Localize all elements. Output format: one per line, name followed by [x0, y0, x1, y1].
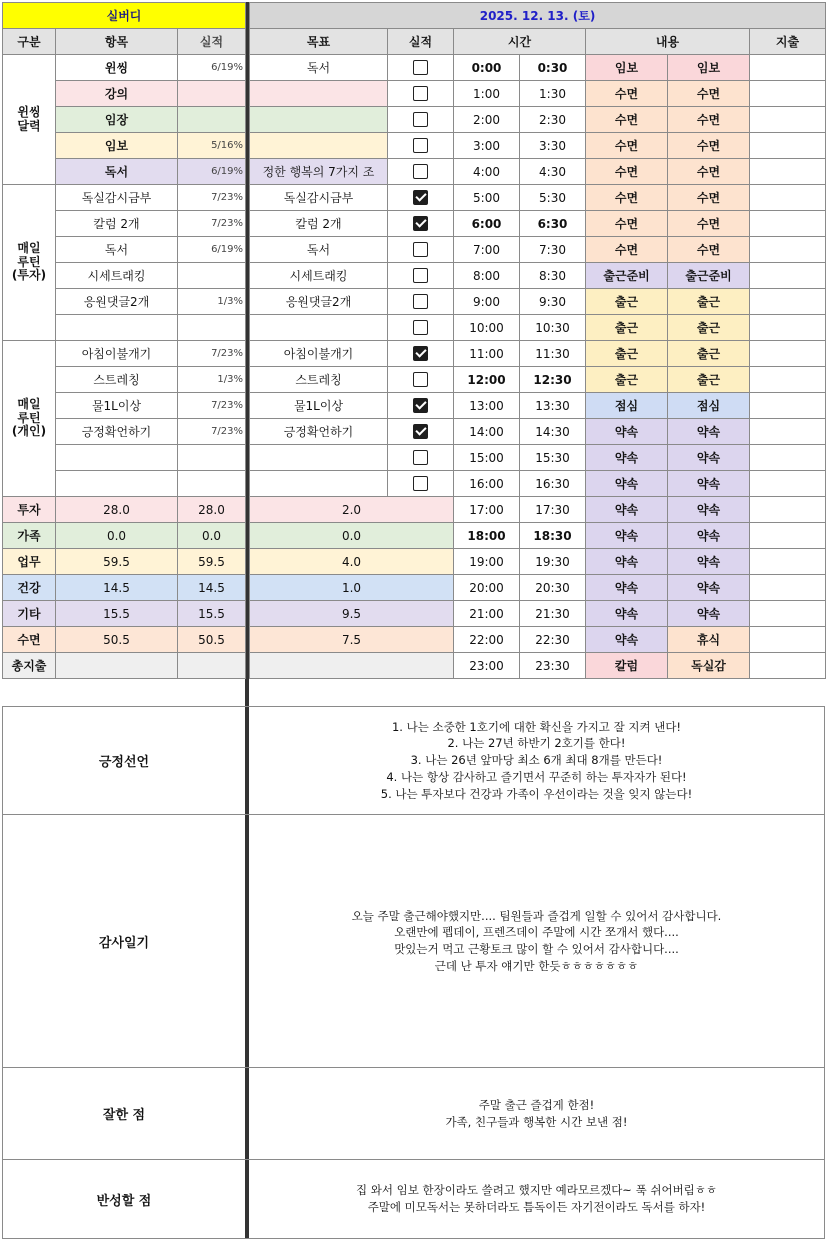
goal-cell: 물1L이상 — [250, 393, 388, 419]
item-record: 7/23% — [178, 393, 246, 419]
time-half: 19:30 — [520, 549, 586, 575]
goal-cell: 독서 — [250, 237, 388, 263]
reflect-section — [2, 1160, 825, 1239]
content-cell[interactable]: 약속 — [668, 471, 750, 497]
time-start: 7:00 — [454, 237, 520, 263]
goal-cell: 아침이불개기 — [250, 341, 388, 367]
item-label: 독서 — [56, 159, 178, 185]
spend-cell[interactable] — [750, 133, 826, 159]
well-done-text — [249, 1068, 825, 1159]
affirmation-line: 2. 나는 27년 하반기 2호기를 한다! — [447, 736, 626, 751]
time-start: 4:00 — [454, 159, 520, 185]
summary-value-b: 15.5 — [178, 601, 246, 627]
content-cell[interactable]: 수면 — [586, 237, 668, 263]
col-record: 실적 — [178, 29, 246, 55]
content-cell[interactable]: 임보 — [668, 55, 750, 81]
done-cell — [388, 367, 454, 393]
item-label — [56, 315, 178, 341]
affirmation-label: 긍정선언 — [2, 707, 245, 814]
content-cell[interactable]: 약속 — [586, 575, 668, 601]
summary-goal: 1.0 — [250, 575, 454, 601]
goal-cell: 응원댓글2개 — [250, 289, 388, 315]
checkbox-unchecked[interactable] — [413, 112, 428, 127]
time-half: 12:30 — [520, 367, 586, 393]
well-done-label: 잘한 점 — [2, 1068, 245, 1159]
category-line: (개인) — [11, 424, 47, 439]
gratitude-label: 감사일기 — [2, 815, 245, 1067]
content-cell[interactable]: 독실감 — [668, 653, 750, 679]
content-cell[interactable]: 출근 — [668, 315, 750, 341]
gratitude-section — [2, 815, 825, 1068]
content-cell[interactable]: 수면 — [586, 159, 668, 185]
content-cell[interactable]: 휴식 — [668, 627, 750, 653]
content-cell[interactable]: 약속 — [586, 497, 668, 523]
content-cell[interactable]: 약속 — [668, 575, 750, 601]
spend-cell[interactable] — [750, 263, 826, 289]
spend-cell[interactable] — [750, 55, 826, 81]
col-spend: 지출 — [750, 29, 826, 55]
time-half: 10:30 — [520, 315, 586, 341]
spend-cell[interactable] — [750, 393, 826, 419]
item-label: 시세트래킹 — [56, 263, 178, 289]
gratitude-line: 오늘 주말 출근해야했지만.... 팀원들과 즐겁게 일할 수 있어서 감사합니다. — [351, 908, 722, 923]
summary-label: 총지출 — [3, 653, 56, 679]
goal-cell — [250, 133, 388, 159]
gratitude-line: 맛있는거 먹고 근황토크 많이 할 수 있어서 감사합니다.... — [394, 942, 679, 956]
time-start: 17:00 — [454, 497, 520, 523]
time-half: 8:30 — [520, 263, 586, 289]
category-routine_personal — [3, 341, 56, 497]
goal-cell — [250, 81, 388, 107]
category-routine_invest — [3, 185, 56, 341]
done-cell — [388, 107, 454, 133]
spend-cell[interactable] — [750, 653, 826, 679]
done-cell — [388, 263, 454, 289]
summary-value-a: 59.5 — [56, 549, 178, 575]
content-cell[interactable]: 수면 — [586, 81, 668, 107]
time-start: 16:00 — [454, 471, 520, 497]
summary-label: 기타 — [3, 601, 56, 627]
content-cell[interactable]: 수면 — [586, 211, 668, 237]
content-cell[interactable]: 약속 — [586, 627, 668, 653]
done-cell — [388, 81, 454, 107]
spend-cell[interactable] — [750, 315, 826, 341]
content-cell[interactable]: 출근준비 — [668, 263, 750, 289]
goal-cell — [250, 107, 388, 133]
checkbox-checked[interactable] — [413, 398, 428, 413]
time-start: 2:00 — [454, 107, 520, 133]
checkbox-unchecked[interactable] — [413, 60, 428, 75]
time-half: 7:30 — [520, 237, 586, 263]
col-time: 시간 — [454, 29, 586, 55]
content-cell[interactable]: 출근 — [586, 315, 668, 341]
item-label: 강의 — [56, 81, 178, 107]
content-cell[interactable]: 약속 — [668, 523, 750, 549]
checkbox-unchecked[interactable] — [413, 164, 428, 179]
item-record — [178, 81, 246, 107]
time-half: 9:30 — [520, 289, 586, 315]
content-cell[interactable]: 출근 — [586, 289, 668, 315]
summary-goal: 2.0 — [250, 497, 454, 523]
item-label: 스트레칭 — [56, 367, 178, 393]
checkbox-unchecked[interactable] — [413, 476, 428, 491]
content-cell[interactable]: 수면 — [586, 107, 668, 133]
time-half: 3:30 — [520, 133, 586, 159]
item-record: 6/19% — [178, 159, 246, 185]
category-winning — [3, 55, 56, 185]
spend-cell[interactable] — [750, 289, 826, 315]
time-start: 9:00 — [454, 289, 520, 315]
summary-label: 가족 — [3, 523, 56, 549]
summary-label: 수면 — [3, 627, 56, 653]
category-line: 윈씽 — [17, 104, 41, 119]
summary-goal: 4.0 — [250, 549, 454, 575]
time-start: 8:00 — [454, 263, 520, 289]
done-cell — [388, 237, 454, 263]
summary-value-b: 14.5 — [178, 575, 246, 601]
journal-sections — [2, 706, 825, 1214]
item-record: 7/23% — [178, 419, 246, 445]
time-start: 18:00 — [454, 523, 520, 549]
item-record: 6/19% — [178, 55, 246, 81]
affirmation-line: 4. 나는 항상 감사하고 즐기면서 꾸준히 하는 투자자가 된다! — [386, 769, 687, 784]
spend-cell[interactable] — [750, 367, 826, 393]
right-panel — [249, 2, 826, 679]
content-cell[interactable]: 약속 — [586, 471, 668, 497]
item-record: 5/16% — [178, 133, 246, 159]
goal-cell — [250, 471, 388, 497]
item-record: 7/23% — [178, 341, 246, 367]
done-cell — [388, 185, 454, 211]
item-record: 6/19% — [178, 237, 246, 263]
time-half: 13:30 — [520, 393, 586, 419]
col-goal: 목표 — [250, 29, 388, 55]
well-done-section — [2, 1068, 825, 1160]
gratitude-line: 근데 난 투자 얘기만 한듯ㅎㅎㅎㅎㅎㅎㅎ — [434, 958, 639, 973]
summary-goal: 9.5 — [250, 601, 454, 627]
done-cell — [388, 159, 454, 185]
spend-cell[interactable] — [750, 81, 826, 107]
sheet-title: 실버디 — [3, 3, 246, 29]
content-cell[interactable]: 출근 — [586, 341, 668, 367]
time-half: 6:30 — [520, 211, 586, 237]
content-cell[interactable]: 출근 — [668, 289, 750, 315]
goal-cell: 스트레칭 — [250, 367, 388, 393]
item-record — [178, 471, 246, 497]
spend-cell[interactable] — [750, 601, 826, 627]
affirmation-line: 3. 나는 26년 앞마당 최소 6개 최대 8개를 만든다! — [410, 753, 663, 768]
category-line: 달력 — [17, 118, 41, 133]
spend-cell[interactable] — [750, 419, 826, 445]
summary-value-a — [56, 653, 178, 679]
spend-cell[interactable] — [750, 523, 826, 549]
content-cell[interactable]: 칼럼 — [586, 653, 668, 679]
time-half: 4:30 — [520, 159, 586, 185]
content-cell[interactable]: 약속 — [586, 445, 668, 471]
content-cell[interactable]: 수면 — [668, 107, 750, 133]
content-cell[interactable]: 수면 — [668, 185, 750, 211]
affirmation-line: 5. 나는 투자보다 건강과 가족이 우선이라는 것을 잊지 않는다! — [380, 786, 693, 801]
time-start: 1:00 — [454, 81, 520, 107]
done-cell — [388, 419, 454, 445]
spend-cell[interactable] — [750, 497, 826, 523]
content-cell[interactable]: 약속 — [668, 549, 750, 575]
affirmation-section — [2, 707, 825, 815]
summary-label: 투자 — [3, 497, 56, 523]
checkbox-unchecked[interactable] — [413, 86, 428, 101]
checkbox-checked[interactable] — [413, 346, 428, 361]
item-label — [56, 445, 178, 471]
content-cell[interactable]: 출근준비 — [586, 263, 668, 289]
item-label: 독실감시금부 — [56, 185, 178, 211]
checkbox-checked[interactable] — [413, 424, 428, 439]
spend-cell[interactable] — [750, 211, 826, 237]
time-half: 15:30 — [520, 445, 586, 471]
time-half: 17:30 — [520, 497, 586, 523]
item-label: 임장 — [56, 107, 178, 133]
summary-value-b: 28.0 — [178, 497, 246, 523]
time-start: 21:00 — [454, 601, 520, 627]
item-record: 1/3% — [178, 289, 246, 315]
time-start: 3:00 — [454, 133, 520, 159]
content-cell[interactable]: 수면 — [586, 185, 668, 211]
checkbox-unchecked[interactable] — [413, 294, 428, 309]
spend-cell[interactable] — [750, 107, 826, 133]
time-half: 18:30 — [520, 523, 586, 549]
goal-cell — [250, 315, 388, 341]
done-cell — [388, 55, 454, 81]
time-half: 1:30 — [520, 81, 586, 107]
time-half: 2:30 — [520, 107, 586, 133]
category-line: 매일 — [17, 240, 41, 255]
checkbox-unchecked[interactable] — [413, 320, 428, 335]
time-half: 23:30 — [520, 653, 586, 679]
time-half: 16:30 — [520, 471, 586, 497]
goal-cell: 정한 행복의 7가지 조 — [250, 159, 388, 185]
summary-label: 건강 — [3, 575, 56, 601]
item-label: 아침이불개기 — [56, 341, 178, 367]
time-start: 15:00 — [454, 445, 520, 471]
col-done: 실적 — [388, 29, 454, 55]
content-cell[interactable]: 출근 — [668, 341, 750, 367]
col-content: 내용 — [586, 29, 750, 55]
time-start: 22:00 — [454, 627, 520, 653]
gratitude-line: 오랜만에 펩데이, 프렌즈데이 주말에 시간 쪼개서 했다.... — [394, 925, 679, 940]
goal-cell — [250, 445, 388, 471]
content-cell[interactable]: 약속 — [668, 445, 750, 471]
checkbox-unchecked[interactable] — [413, 268, 428, 283]
goal-cell: 긍정확언하기 — [250, 419, 388, 445]
summary-value-a: 50.5 — [56, 627, 178, 653]
item-label: 물1L이상 — [56, 393, 178, 419]
affirmation-text — [249, 707, 825, 814]
time-start: 0:00 — [454, 55, 520, 81]
summary-label: 업무 — [3, 549, 56, 575]
item-record — [178, 315, 246, 341]
item-label: 임보 — [56, 133, 178, 159]
time-start: 13:00 — [454, 393, 520, 419]
checkbox-unchecked[interactable] — [413, 242, 428, 257]
summary-goal: 0.0 — [250, 523, 454, 549]
summary-value-a: 15.5 — [56, 601, 178, 627]
date-header: 2025. 12. 13. (토) — [250, 3, 826, 29]
goal-cell: 독서 — [250, 55, 388, 81]
spend-cell[interactable] — [750, 627, 826, 653]
content-cell[interactable]: 약속 — [586, 523, 668, 549]
content-cell[interactable]: 약속 — [586, 601, 668, 627]
spend-cell[interactable] — [750, 341, 826, 367]
time-start: 10:00 — [454, 315, 520, 341]
time-half: 11:30 — [520, 341, 586, 367]
time-half: 0:30 — [520, 55, 586, 81]
goal-cell: 시세트래킹 — [250, 263, 388, 289]
time-start: 5:00 — [454, 185, 520, 211]
summary-value-b: 50.5 — [178, 627, 246, 653]
item-label — [56, 471, 178, 497]
checkbox-unchecked[interactable] — [413, 372, 428, 387]
time-half: 22:30 — [520, 627, 586, 653]
content-cell[interactable]: 약속 — [586, 549, 668, 575]
summary-goal — [250, 653, 454, 679]
time-half: 5:30 — [520, 185, 586, 211]
summary-value-a: 14.5 — [56, 575, 178, 601]
done-cell — [388, 211, 454, 237]
time-start: 23:00 — [454, 653, 520, 679]
item-record — [178, 263, 246, 289]
time-start: 11:00 — [454, 341, 520, 367]
reflect-line: 주말에 미모독서는 못하더라도 틈독이든 자기전이라도 독서를 하자! — [367, 1200, 706, 1214]
content-cell[interactable]: 점심 — [586, 393, 668, 419]
item-record: 7/23% — [178, 211, 246, 237]
item-record — [178, 445, 246, 471]
done-cell — [388, 471, 454, 497]
summary-value-b: 0.0 — [178, 523, 246, 549]
time-start: 20:00 — [454, 575, 520, 601]
summary-value-a: 0.0 — [56, 523, 178, 549]
item-record — [178, 107, 246, 133]
left-panel — [2, 2, 246, 679]
category-line: 매일 — [17, 396, 41, 411]
summary-value-a: 28.0 — [56, 497, 178, 523]
content-cell[interactable]: 수면 — [668, 211, 750, 237]
category-line: (투자) — [11, 268, 47, 283]
summary-goal: 7.5 — [250, 627, 454, 653]
spend-cell[interactable] — [750, 549, 826, 575]
item-record: 1/3% — [178, 367, 246, 393]
spend-cell[interactable] — [750, 159, 826, 185]
reflect-line: 집 와서 임보 한장이라도 쓸려고 했지만 예라모르겠다~ 푹 쉬어버림ㅎㅎ — [355, 1183, 718, 1198]
summary-value-b — [178, 653, 246, 679]
time-half: 21:30 — [520, 601, 586, 627]
spend-cell[interactable] — [750, 575, 826, 601]
content-cell[interactable]: 수면 — [586, 133, 668, 159]
time-start: 12:00 — [454, 367, 520, 393]
content-cell[interactable]: 수면 — [668, 237, 750, 263]
reflect-label: 반성할 점 — [2, 1160, 245, 1238]
time-start: 14:00 — [454, 419, 520, 445]
done-cell — [388, 393, 454, 419]
item-label: 윈씽 — [56, 55, 178, 81]
content-cell[interactable]: 점심 — [668, 393, 750, 419]
content-cell[interactable]: 수면 — [668, 133, 750, 159]
col-item: 항목 — [56, 29, 178, 55]
content-cell[interactable]: 약속 — [586, 419, 668, 445]
goal-cell: 독실감시금부 — [250, 185, 388, 211]
content-cell[interactable]: 약속 — [668, 601, 750, 627]
content-cell[interactable]: 약속 — [668, 419, 750, 445]
item-label: 칼럼 2개 — [56, 211, 178, 237]
done-cell — [388, 315, 454, 341]
gratitude-text — [249, 815, 825, 1067]
category-line: 루틴 — [17, 254, 41, 269]
checkbox-unchecked[interactable] — [413, 138, 428, 153]
time-half: 20:30 — [520, 575, 586, 601]
goal-cell: 칼럼 2개 — [250, 211, 388, 237]
item-label: 응원댓글2개 — [56, 289, 178, 315]
well-done-line: 가족, 친구들과 행복한 시간 보낸 점! — [445, 1114, 628, 1129]
content-cell[interactable]: 출근 — [668, 367, 750, 393]
time-start: 19:00 — [454, 549, 520, 575]
spend-cell[interactable] — [750, 237, 826, 263]
time-start: 6:00 — [454, 211, 520, 237]
done-cell — [388, 341, 454, 367]
done-cell — [388, 289, 454, 315]
done-cell — [388, 445, 454, 471]
content-cell[interactable]: 수면 — [668, 81, 750, 107]
col-category: 구분 — [3, 29, 56, 55]
spend-cell[interactable] — [750, 185, 826, 211]
item-record: 7/23% — [178, 185, 246, 211]
checkbox-checked[interactable] — [413, 190, 428, 205]
affirmation-line: 1. 나는 소중한 1호기에 대한 확신을 가지고 잘 지켜 낸다! — [391, 719, 682, 734]
content-cell[interactable]: 출근 — [586, 367, 668, 393]
spend-cell[interactable] — [750, 445, 826, 471]
content-cell[interactable]: 수면 — [668, 159, 750, 185]
summary-value-b: 59.5 — [178, 549, 246, 575]
time-half: 14:30 — [520, 419, 586, 445]
category-line: 루틴 — [17, 410, 41, 425]
checkbox-checked[interactable] — [413, 216, 428, 231]
spend-cell[interactable] — [750, 471, 826, 497]
item-label: 독서 — [56, 237, 178, 263]
done-cell — [388, 133, 454, 159]
content-cell[interactable]: 약속 — [668, 497, 750, 523]
reflect-text — [249, 1160, 825, 1238]
well-done-line: 주말 출근 즐겁게 한점! — [478, 1097, 595, 1112]
content-cell[interactable]: 임보 — [586, 55, 668, 81]
checkbox-unchecked[interactable] — [413, 450, 428, 465]
item-label: 긍정확언하기 — [56, 419, 178, 445]
